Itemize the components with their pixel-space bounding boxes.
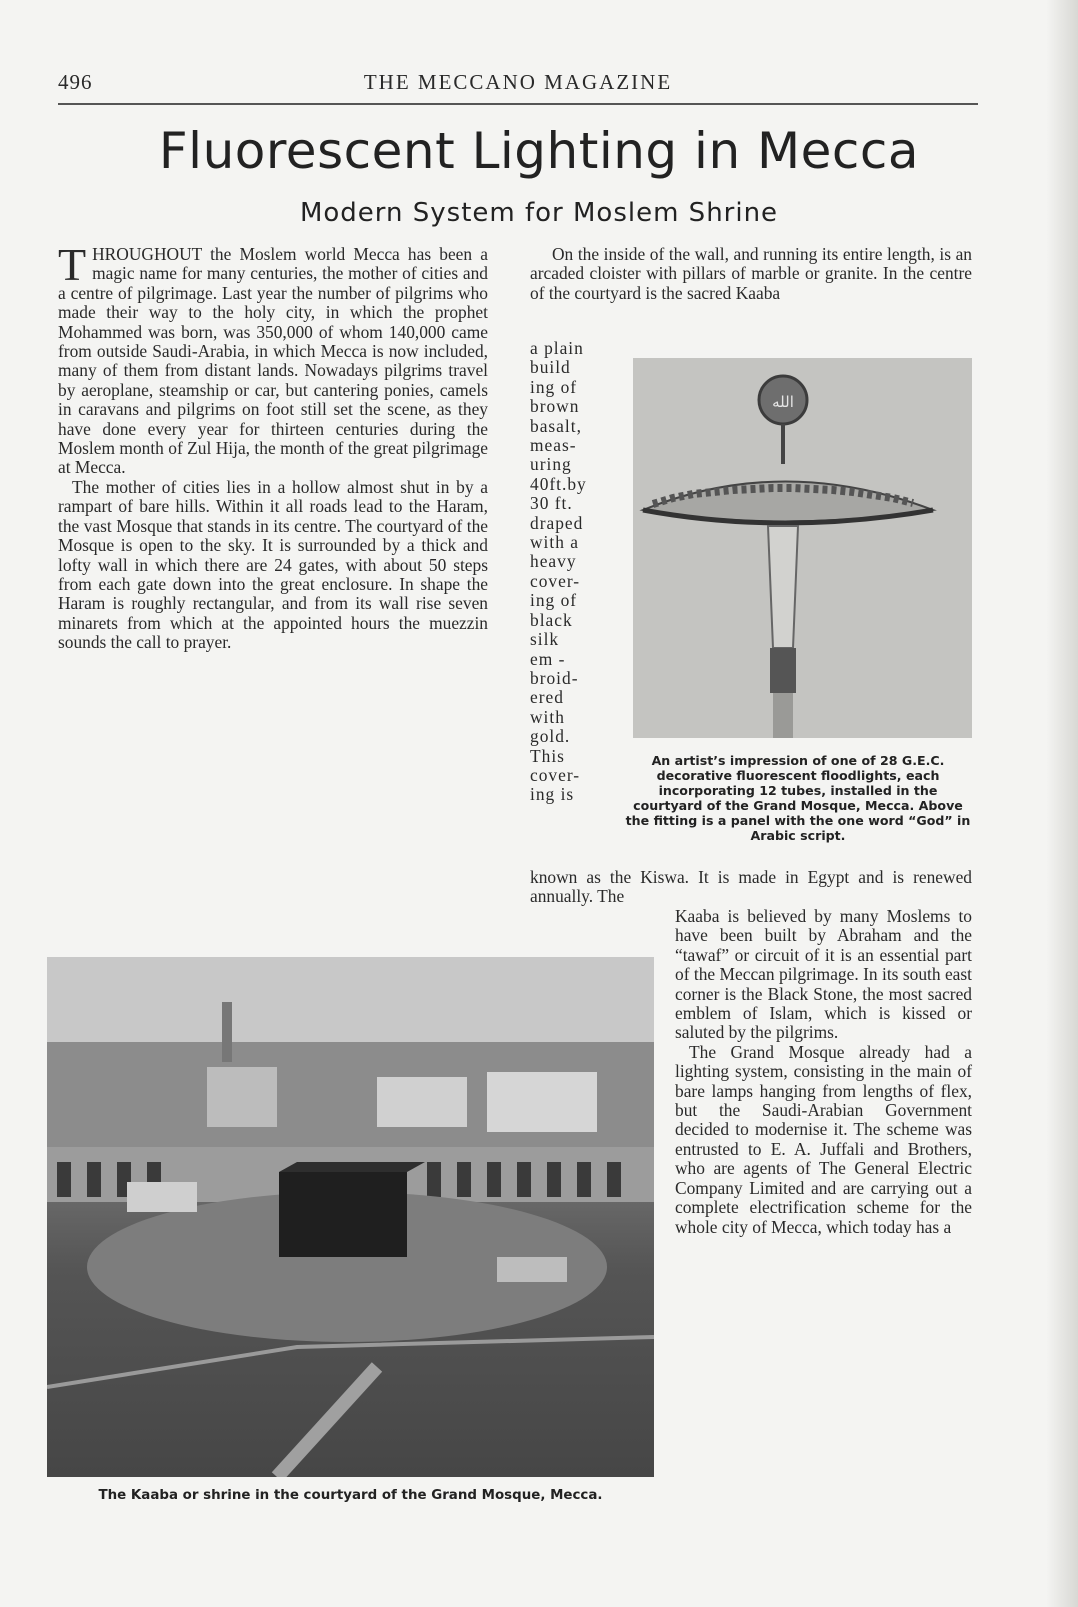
page-number: 496 (58, 70, 93, 94)
paragraph-abraham: Kaaba is believed by many Moslems to have been built by Abraham and the “tawaf” or circuit of it is an essential part of the Meccan pilgrimage. In its south east corner is the Black Stone, the most sacred emblem of Islam, which is kissed or saluted by the pilgrims. (675, 906, 972, 1043)
narrow-text-line: ing is (530, 784, 575, 805)
narrow-text-line: ing of (530, 590, 578, 611)
narrow-text-line: 30 ft. (530, 493, 573, 514)
narrow-text-line: heavy (530, 551, 577, 572)
narrow-text-line: build (530, 357, 571, 378)
paragraph-intro-text: HROUGHOUT the Moslem world Mecca has been a magic name for many centuries, the mother of cities and a centre of pilgrimage. Last year the number of pilgrims who made their way to the holy city, in which the prophet Mohammed was born, was 350,000 of whom 140,000 came from outside Saudi-Arabia, in which Mecca is now included, many of them from distant lands. Nowadays pilgrims travel by aeroplane, steamship or car, but cantering ponies, camels in caravans and pilgrims on foot still set the scene, as they have done every year for thirteen centuries during the Moslem month of Zul Hija, the month of the great pilgrimage at Mecca. (58, 244, 488, 478)
paragraph-cloister: On the inside of the wall, and running its entire length, is an arcaded cloister with pillars of marble or granite. In the centre of the courtyard is the sacred Kaaba (530, 244, 972, 303)
narrow-text-line: uring (530, 454, 572, 475)
narrow-text-line: black (530, 609, 573, 630)
narrow-text-line: cover- (530, 570, 581, 591)
narrow-text-line: brown (530, 396, 580, 417)
paragraph-kiswa: known as the Kiswa. It is made in Egypt and is renewed annually. The (530, 867, 972, 907)
kaaba-caption: The Kaaba or shrine in the courtyard of the Grand Mosque, Mecca. (98, 1488, 603, 1503)
page-edge-shadow (1046, 0, 1078, 1607)
paragraph-lighting: The Grand Mosque already had a lighting system, consisting in the main of bare lamps hanging from lengths of flex, but the Saudi-Arabian Government decided to modernise it. The scheme was entrusted to E. A. Juffali and Brothers, who are agents of The General Electric Company Limited and are carrying out a complete electrification scheme for the whole city of Mecca, which today has a (675, 1041, 972, 1237)
narrow-text-line: ing of (530, 376, 578, 397)
column-left (58, 239, 488, 653)
header-rule (58, 103, 978, 105)
running-header (58, 70, 978, 106)
article-title: Fluorescent Lighting in Mecca (158, 122, 920, 180)
narrow-text-line: broid- (530, 667, 579, 688)
narrow-text-column (530, 339, 602, 805)
narrow-text-line: This (530, 745, 565, 766)
narrow-text-line: draped (530, 512, 584, 533)
narrow-text-line: basalt, (530, 415, 582, 436)
paragraph-haram: The mother of cities lies in a hollow almost shut in by a rampart of bare hills. Within it all roads lead to the Haram, the vast Mosque that stands in its centre. The courtyard of the Mosque is open to the sky. It is surrounded by a thick and lofty wall in which there are 24 gates, with about 50 steps from each gate down into the great enclosure. In shape the Haram is roughly rectangular, and from its wall rise seven minarets from which at the appointed hours the muezzin sounds the call to prayer. (58, 476, 488, 653)
narrow-text-line: a plain (530, 338, 584, 358)
svg-text:الله: الله (772, 393, 794, 411)
floodlight-caption: An artist’s impression of one of 28 G.E.C. decorative fluorescent floodlights, each incorporating 12 tubes, installed in the courtyard of the Grand Mosque, Mecca. Above the fitting is a panel with the one word “God” in Arabic script. (625, 753, 971, 843)
floodlight-illustration (633, 358, 972, 738)
narrow-text-line: cover- (530, 764, 581, 785)
narrow-text-line: meas- (530, 435, 577, 456)
narrow-text-line: silk (530, 629, 560, 650)
article-subtitle: Modern System for Moslem Shrine (299, 198, 779, 228)
narrow-text-line: ered (530, 687, 564, 708)
magazine-title: THE MECCANO MAGAZINE (363, 70, 673, 94)
kaaba-photograph (47, 957, 654, 1477)
narrow-text-line: gold. (530, 726, 571, 747)
narrow-text-line: 40ft.by (530, 473, 587, 494)
drop-cap: T (58, 239, 87, 290)
narrow-text-line: with (530, 706, 565, 727)
paragraph-intro (58, 239, 488, 478)
narrow-text-line: with a (530, 532, 579, 553)
column-right-lower (675, 907, 972, 1237)
narrow-text-line: em - (530, 648, 566, 669)
